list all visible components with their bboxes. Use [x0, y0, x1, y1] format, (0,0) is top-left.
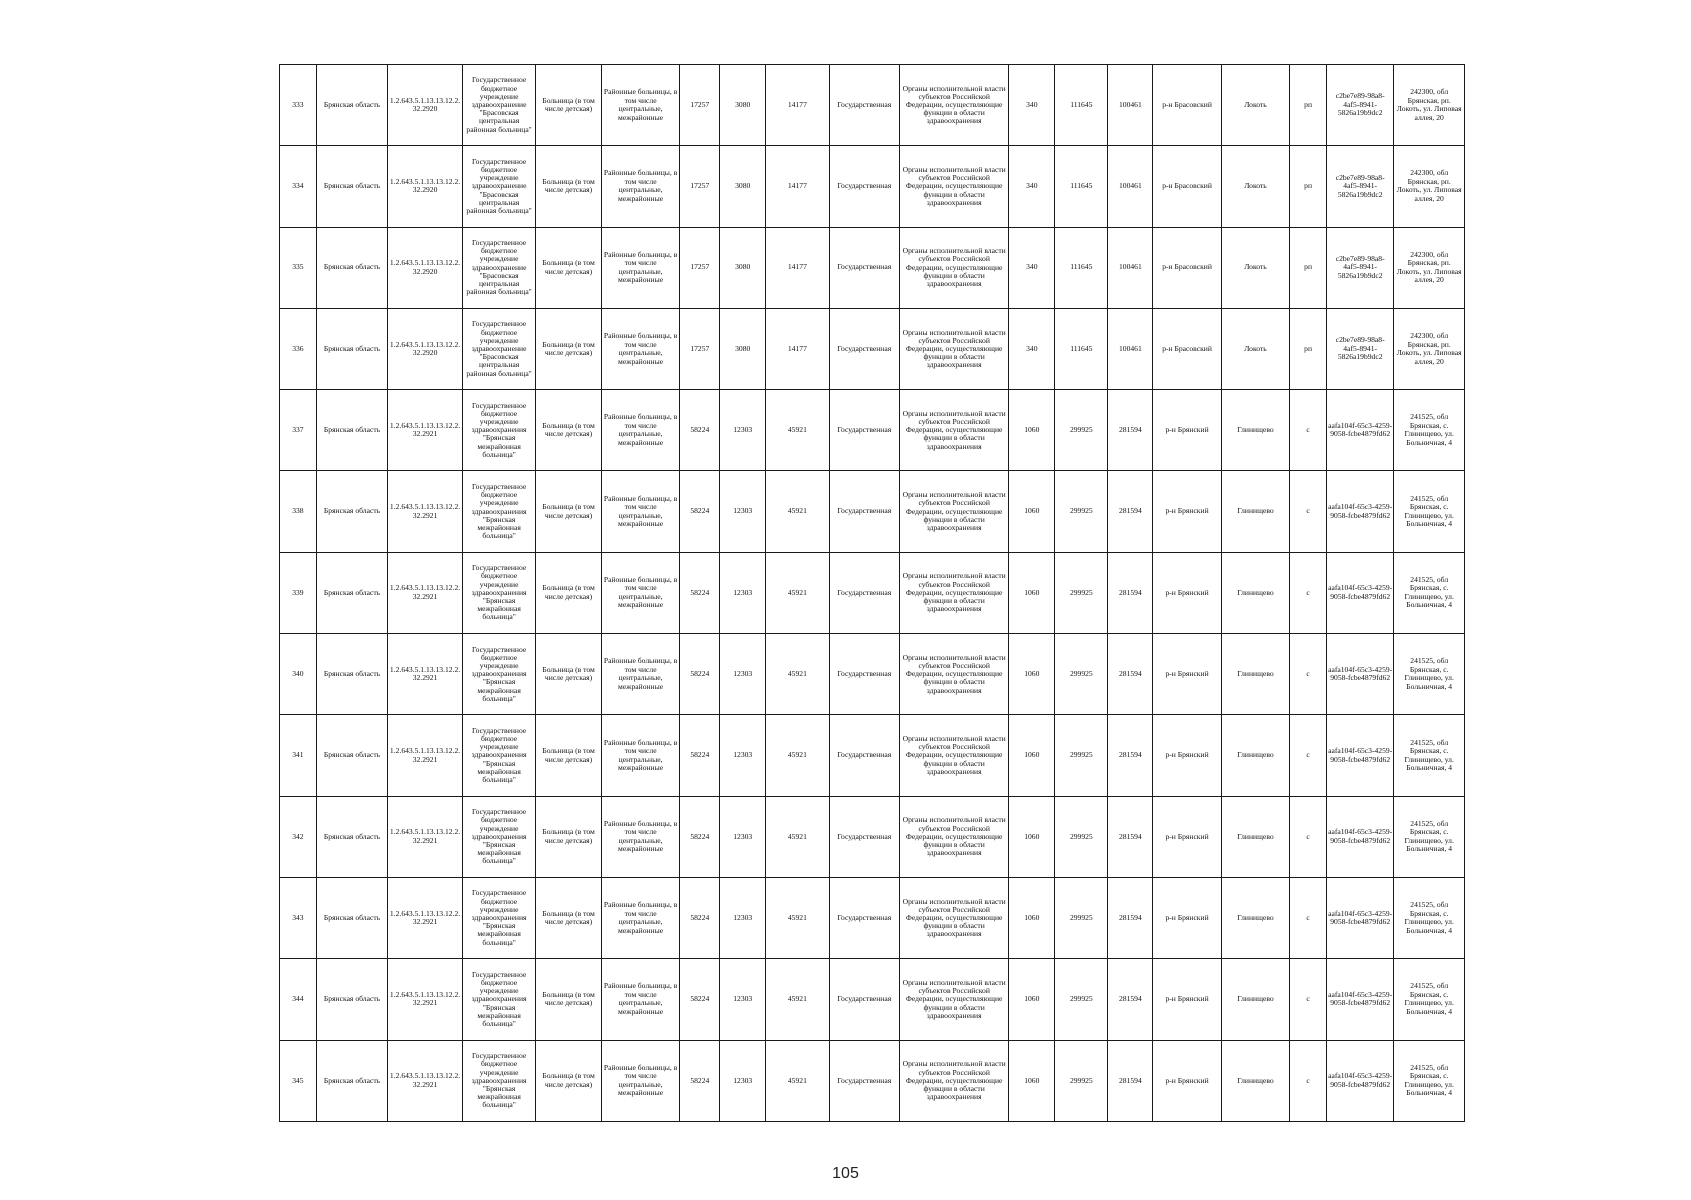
registry-code: 1.2.643.5.1.13.13.12.2.32.2920 [388, 227, 463, 308]
registry-code: 1.2.643.5.1.13.13.12.2.32.2920 [388, 146, 463, 227]
facility-type: Больница (в том числе детская) [536, 715, 601, 796]
value-6: 100461 [1108, 65, 1153, 146]
guid-cell: aafa104f-65c3-4259-9058-fcbe4879fd62 [1326, 796, 1393, 877]
locality-type: с [1290, 471, 1327, 552]
organization-name: Государственное бюджетное учреждение здравоохранения "Брянская межрайонная больница" [462, 1040, 536, 1121]
locality-type: рп [1290, 65, 1327, 146]
region-cell: Брянская область [316, 552, 388, 633]
authority-cell: Органы исполнительной власти субъектов Российской Федерации, осуществляющие функции в области здравоохранения [900, 959, 1009, 1040]
value-2: 3080 [720, 308, 766, 389]
registry-code: 1.2.643.5.1.13.13.12.2.32.2921 [388, 634, 463, 715]
address-cell: 241525, обл Брянская, с. Глинищево, ул. Больничная, 4 [1394, 471, 1465, 552]
facility-type: Больница (в том числе детская) [536, 390, 601, 471]
value-1: 58224 [680, 877, 720, 958]
row-number: 343 [280, 877, 317, 958]
table-row [280, 552, 1465, 633]
guid-cell: aafa104f-65c3-4259-9058-fcbe4879fd62 [1326, 390, 1393, 471]
value-2: 3080 [720, 146, 766, 227]
authority-cell: Органы исполнительной власти субъектов Российской Федерации, осуществляющие функции в области здравоохранения [900, 227, 1009, 308]
guid-cell: aafa104f-65c3-4259-9058-fcbe4879fd62 [1326, 715, 1393, 796]
facility-kind: Районные больницы, в том числе центральные, межрайонные [601, 227, 680, 308]
locality-cell: Глинищево [1221, 634, 1289, 715]
region-cell: Брянская область [316, 65, 388, 146]
registry-code: 1.2.643.5.1.13.13.12.2.32.2921 [388, 796, 463, 877]
guid-cell: c2be7e89-98a8-4af5-8941-5826a19b9dc2 [1326, 65, 1393, 146]
value-5: 111645 [1055, 146, 1108, 227]
value-5: 299925 [1055, 796, 1108, 877]
district-cell: р-н Брасовский [1153, 308, 1221, 389]
locality-type: рп [1290, 227, 1327, 308]
value-3: 14177 [766, 146, 829, 227]
facility-type: Больница (в том числе детская) [536, 877, 601, 958]
facility-kind: Районные больницы, в том числе центральные, межрайонные [601, 634, 680, 715]
value-6: 281594 [1108, 390, 1153, 471]
value-3: 45921 [766, 715, 829, 796]
locality-cell: Локоть [1221, 227, 1289, 308]
row-number: 340 [280, 634, 317, 715]
value-3: 14177 [766, 227, 829, 308]
guid-cell: aafa104f-65c3-4259-9058-fcbe4879fd62 [1326, 1040, 1393, 1121]
value-4: 1060 [1009, 390, 1055, 471]
value-2: 12303 [720, 390, 766, 471]
ownership-form: Государственная [829, 308, 899, 389]
facility-type: Больница (в том числе детская) [536, 552, 601, 633]
locality-cell: Глинищево [1221, 959, 1289, 1040]
facility-type: Больница (в том числе детская) [536, 796, 601, 877]
value-1: 58224 [680, 715, 720, 796]
authority-cell: Органы исполнительной власти субъектов Российской Федерации, осуществляющие функции в области здравоохранения [900, 390, 1009, 471]
authority-cell: Органы исполнительной власти субъектов Российской Федерации, осуществляющие функции в области здравоохранения [900, 308, 1009, 389]
district-cell: р-н Брянский [1153, 796, 1221, 877]
value-1: 58224 [680, 1040, 720, 1121]
locality-cell: Глинищево [1221, 796, 1289, 877]
value-5: 111645 [1055, 227, 1108, 308]
value-4: 340 [1009, 65, 1055, 146]
address-cell: 242300, обл Брянская, рп. Локоть, ул. Липовая аллея, 20 [1394, 308, 1465, 389]
facility-type: Больница (в том числе детская) [536, 146, 601, 227]
value-5: 111645 [1055, 308, 1108, 389]
registry-code: 1.2.643.5.1.13.13.12.2.32.2921 [388, 1040, 463, 1121]
row-number: 341 [280, 715, 317, 796]
table-row [280, 634, 1465, 715]
district-cell: р-н Брасовский [1153, 227, 1221, 308]
facility-kind: Районные больницы, в том числе центральные, межрайонные [601, 1040, 680, 1121]
region-cell: Брянская область [316, 308, 388, 389]
address-cell: 241525, обл Брянская, с. Глинищево, ул. Больничная, 4 [1394, 715, 1465, 796]
value-5: 299925 [1055, 959, 1108, 1040]
ownership-form: Государственная [829, 796, 899, 877]
district-cell: р-н Брянский [1153, 1040, 1221, 1121]
locality-type: с [1290, 1040, 1327, 1121]
row-number: 345 [280, 1040, 317, 1121]
organization-name: Государственное бюджетное учреждение здравоохранения "Брянская межрайонная больница" [462, 877, 536, 958]
value-6: 281594 [1108, 1040, 1153, 1121]
organization-name: Государственное бюджетное учреждение здравоохранения "Брянская межрайонная больница" [462, 796, 536, 877]
value-5: 299925 [1055, 715, 1108, 796]
guid-cell: aafa104f-65c3-4259-9058-fcbe4879fd62 [1326, 471, 1393, 552]
value-6: 281594 [1108, 877, 1153, 958]
guid-cell: c2be7e89-98a8-4af5-8941-5826a19b9dc2 [1326, 308, 1393, 389]
organization-name: Государственное бюджетное учреждение здравоохранение "Брасовская центральная районная больница" [462, 65, 536, 146]
value-1: 58224 [680, 552, 720, 633]
value-5: 299925 [1055, 634, 1108, 715]
value-4: 340 [1009, 227, 1055, 308]
value-1: 17257 [680, 65, 720, 146]
table-row [280, 471, 1465, 552]
guid-cell: aafa104f-65c3-4259-9058-fcbe4879fd62 [1326, 552, 1393, 633]
value-6: 281594 [1108, 715, 1153, 796]
guid-cell: aafa104f-65c3-4259-9058-fcbe4879fd62 [1326, 877, 1393, 958]
ownership-form: Государственная [829, 227, 899, 308]
registry-code: 1.2.643.5.1.13.13.12.2.32.2921 [388, 877, 463, 958]
locality-type: с [1290, 552, 1327, 633]
locality-cell: Локоть [1221, 308, 1289, 389]
locality-cell: Глинищево [1221, 715, 1289, 796]
address-cell: 241525, обл Брянская, с. Глинищево, ул. Больничная, 4 [1394, 1040, 1465, 1121]
value-2: 12303 [720, 634, 766, 715]
value-2: 12303 [720, 877, 766, 958]
value-3: 45921 [766, 552, 829, 633]
value-2: 12303 [720, 796, 766, 877]
value-1: 58224 [680, 634, 720, 715]
locality-type: с [1290, 390, 1327, 471]
value-1: 58224 [680, 796, 720, 877]
table-body [280, 65, 1465, 1122]
value-6: 281594 [1108, 552, 1153, 633]
region-cell: Брянская область [316, 227, 388, 308]
locality-type: с [1290, 715, 1327, 796]
region-cell: Брянская область [316, 959, 388, 1040]
ownership-form: Государственная [829, 877, 899, 958]
facility-type: Больница (в том числе детская) [536, 308, 601, 389]
value-3: 45921 [766, 634, 829, 715]
value-5: 111645 [1055, 65, 1108, 146]
value-4: 340 [1009, 146, 1055, 227]
facility-kind: Районные больницы, в том числе центральные, межрайонные [601, 796, 680, 877]
value-3: 45921 [766, 796, 829, 877]
value-4: 1060 [1009, 471, 1055, 552]
address-cell: 242300, обл Брянская, рп. Локоть, ул. Липовая аллея, 20 [1394, 65, 1465, 146]
locality-type: рп [1290, 308, 1327, 389]
locality-type: с [1290, 796, 1327, 877]
ownership-form: Государственная [829, 959, 899, 1040]
value-6: 100461 [1108, 308, 1153, 389]
facility-kind: Районные больницы, в том числе центральные, межрайонные [601, 390, 680, 471]
value-3: 45921 [766, 1040, 829, 1121]
authority-cell: Органы исполнительной власти субъектов Российской Федерации, осуществляющие функции в области здравоохранения [900, 715, 1009, 796]
ownership-form: Государственная [829, 471, 899, 552]
district-cell: р-н Брянский [1153, 390, 1221, 471]
value-1: 58224 [680, 471, 720, 552]
district-cell: р-н Брянский [1153, 552, 1221, 633]
value-5: 299925 [1055, 390, 1108, 471]
value-1: 58224 [680, 959, 720, 1040]
value-3: 14177 [766, 65, 829, 146]
district-cell: р-н Брянский [1153, 877, 1221, 958]
ownership-form: Государственная [829, 634, 899, 715]
authority-cell: Органы исполнительной власти субъектов Российской Федерации, осуществляющие функции в области здравоохранения [900, 65, 1009, 146]
value-2: 12303 [720, 552, 766, 633]
address-cell: 241525, обл Брянская, с. Глинищево, ул. Больничная, 4 [1394, 959, 1465, 1040]
row-number: 333 [280, 65, 317, 146]
region-cell: Брянская область [316, 796, 388, 877]
value-5: 299925 [1055, 1040, 1108, 1121]
row-number: 339 [280, 552, 317, 633]
table-row [280, 877, 1465, 958]
ownership-form: Государственная [829, 1040, 899, 1121]
authority-cell: Органы исполнительной власти субъектов Российской Федерации, осуществляющие функции в области здравоохранения [900, 634, 1009, 715]
facility-kind: Районные больницы, в том числе центральные, межрайонные [601, 308, 680, 389]
locality-cell: Глинищево [1221, 390, 1289, 471]
locality-type: с [1290, 634, 1327, 715]
table-row [280, 65, 1465, 146]
authority-cell: Органы исполнительной власти субъектов Российской Федерации, осуществляющие функции в области здравоохранения [900, 796, 1009, 877]
ownership-form: Государственная [829, 390, 899, 471]
district-cell: р-н Брянский [1153, 959, 1221, 1040]
value-3: 45921 [766, 390, 829, 471]
facility-type: Больница (в том числе детская) [536, 471, 601, 552]
facility-kind: Районные больницы, в том числе центральные, межрайонные [601, 65, 680, 146]
facility-type: Больница (в том числе детская) [536, 634, 601, 715]
registry-code: 1.2.643.5.1.13.13.12.2.32.2921 [388, 552, 463, 633]
guid-cell: aafa104f-65c3-4259-9058-fcbe4879fd62 [1326, 959, 1393, 1040]
value-4: 1060 [1009, 959, 1055, 1040]
value-6: 100461 [1108, 227, 1153, 308]
value-4: 1060 [1009, 877, 1055, 958]
facility-type: Больница (в том числе детская) [536, 959, 601, 1040]
ownership-form: Государственная [829, 552, 899, 633]
value-6: 281594 [1108, 959, 1153, 1040]
table-row [280, 146, 1465, 227]
value-2: 3080 [720, 227, 766, 308]
value-3: 45921 [766, 959, 829, 1040]
facility-kind: Районные больницы, в том числе центральные, межрайонные [601, 552, 680, 633]
organization-name: Государственное бюджетное учреждение здравоохранения "Брянская межрайонная больница" [462, 715, 536, 796]
value-6: 281594 [1108, 634, 1153, 715]
registry-code: 1.2.643.5.1.13.13.12.2.32.2921 [388, 390, 463, 471]
facility-kind: Районные больницы, в том числе центральные, межрайонные [601, 715, 680, 796]
row-number: 342 [280, 796, 317, 877]
facility-type: Больница (в том числе детская) [536, 65, 601, 146]
value-3: 45921 [766, 471, 829, 552]
guid-cell: c2be7e89-98a8-4af5-8941-5826a19b9dc2 [1326, 227, 1393, 308]
page-number: 105 [832, 1165, 859, 1182]
facility-type: Больница (в том числе детская) [536, 227, 601, 308]
locality-cell: Глинищево [1221, 877, 1289, 958]
organization-name: Государственное бюджетное учреждение здравоохранение "Брасовская центральная районная больница" [462, 308, 536, 389]
organization-name: Государственное бюджетное учреждение здравоохранения "Брянская межрайонная больница" [462, 390, 536, 471]
guid-cell: aafa104f-65c3-4259-9058-fcbe4879fd62 [1326, 634, 1393, 715]
locality-cell: Локоть [1221, 65, 1289, 146]
table-row [280, 308, 1465, 389]
organization-name: Государственное бюджетное учреждение здравоохранения "Брянская межрайонная больница" [462, 471, 536, 552]
table-row [280, 390, 1465, 471]
district-cell: р-н Брасовский [1153, 65, 1221, 146]
region-cell: Брянская область [316, 634, 388, 715]
address-cell: 241525, обл Брянская, с. Глинищево, ул. Больничная, 4 [1394, 877, 1465, 958]
row-number: 334 [280, 146, 317, 227]
value-3: 45921 [766, 877, 829, 958]
address-cell: 241525, обл Брянская, с. Глинищево, ул. Больничная, 4 [1394, 796, 1465, 877]
region-cell: Брянская область [316, 715, 388, 796]
registry-code: 1.2.643.5.1.13.13.12.2.32.2921 [388, 471, 463, 552]
address-cell: 242300, обл Брянская, рп. Локоть, ул. Липовая аллея, 20 [1394, 146, 1465, 227]
organization-name: Государственное бюджетное учреждение здравоохранения "Брянская межрайонная больница" [462, 634, 536, 715]
facility-kind: Районные больницы, в том числе центральные, межрайонные [601, 471, 680, 552]
region-cell: Брянская область [316, 146, 388, 227]
organization-name: Государственное бюджетное учреждение здравоохранение "Брасовская центральная районная больница" [462, 146, 536, 227]
district-cell: р-н Брянский [1153, 634, 1221, 715]
locality-type: с [1290, 959, 1327, 1040]
registry-code: 1.2.643.5.1.13.13.12.2.32.2921 [388, 959, 463, 1040]
address-cell: 241525, обл Брянская, с. Глинищево, ул. Больничная, 4 [1394, 634, 1465, 715]
row-number: 336 [280, 308, 317, 389]
table-row [280, 796, 1465, 877]
value-1: 58224 [680, 390, 720, 471]
row-number: 338 [280, 471, 317, 552]
guid-cell: c2be7e89-98a8-4af5-8941-5826a19b9dc2 [1326, 146, 1393, 227]
ownership-form: Государственная [829, 65, 899, 146]
address-cell: 241525, обл Брянская, с. Глинищево, ул. Больничная, 4 [1394, 390, 1465, 471]
ownership-form: Государственная [829, 715, 899, 796]
row-number: 344 [280, 959, 317, 1040]
registry-code: 1.2.643.5.1.13.13.12.2.32.2920 [388, 308, 463, 389]
value-4: 340 [1009, 308, 1055, 389]
district-cell: р-н Брянский [1153, 471, 1221, 552]
authority-cell: Органы исполнительной власти субъектов Российской Федерации, осуществляющие функции в области здравоохранения [900, 471, 1009, 552]
locality-cell: Глинищево [1221, 1040, 1289, 1121]
ownership-form: Государственная [829, 146, 899, 227]
authority-cell: Органы исполнительной власти субъектов Российской Федерации, осуществляющие функции в области здравоохранения [900, 877, 1009, 958]
organization-name: Государственное бюджетное учреждение здравоохранение "Брасовская центральная районная больница" [462, 227, 536, 308]
value-2: 12303 [720, 959, 766, 1040]
value-5: 299925 [1055, 552, 1108, 633]
value-4: 1060 [1009, 1040, 1055, 1121]
district-cell: р-н Брянский [1153, 715, 1221, 796]
region-cell: Брянская область [316, 1040, 388, 1121]
registry-code: 1.2.643.5.1.13.13.12.2.32.2920 [388, 65, 463, 146]
value-6: 281594 [1108, 471, 1153, 552]
row-number: 335 [280, 227, 317, 308]
table-row [280, 227, 1465, 308]
value-1: 17257 [680, 308, 720, 389]
value-5: 299925 [1055, 471, 1108, 552]
value-2: 12303 [720, 471, 766, 552]
organization-name: Государственное бюджетное учреждение здравоохранения "Брянская межрайонная больница" [462, 552, 536, 633]
locality-type: с [1290, 877, 1327, 958]
authority-cell: Органы исполнительной власти субъектов Российской Федерации, осуществляющие функции в области здравоохранения [900, 1040, 1009, 1121]
value-1: 17257 [680, 146, 720, 227]
authority-cell: Органы исполнительной власти субъектов Российской Федерации, осуществляющие функции в области здравоохранения [900, 552, 1009, 633]
locality-type: рп [1290, 146, 1327, 227]
value-6: 100461 [1108, 146, 1153, 227]
value-6: 281594 [1108, 796, 1153, 877]
district-cell: р-н Брасовский [1153, 146, 1221, 227]
value-2: 3080 [720, 65, 766, 146]
value-5: 299925 [1055, 877, 1108, 958]
row-number: 337 [280, 390, 317, 471]
locality-cell: Глинищево [1221, 552, 1289, 633]
facility-kind: Районные больницы, в том числе центральные, межрайонные [601, 146, 680, 227]
table-row [280, 715, 1465, 796]
facility-type: Больница (в том числе детская) [536, 1040, 601, 1121]
region-cell: Брянская область [316, 390, 388, 471]
locality-cell: Локоть [1221, 146, 1289, 227]
table-row [280, 959, 1465, 1040]
value-4: 1060 [1009, 796, 1055, 877]
registry-code: 1.2.643.5.1.13.13.12.2.32.2921 [388, 715, 463, 796]
value-3: 14177 [766, 308, 829, 389]
value-4: 1060 [1009, 715, 1055, 796]
address-cell: 242300, обл Брянская, рп. Локоть, ул. Липовая аллея, 20 [1394, 227, 1465, 308]
region-cell: Брянская область [316, 471, 388, 552]
value-4: 1060 [1009, 634, 1055, 715]
value-1: 17257 [680, 227, 720, 308]
table-row [280, 1040, 1465, 1121]
locality-cell: Глинищево [1221, 471, 1289, 552]
value-2: 12303 [720, 715, 766, 796]
facility-kind: Районные больницы, в том числе центральные, межрайонные [601, 959, 680, 1040]
organization-name: Государственное бюджетное учреждение здравоохранения "Брянская межрайонная больница" [462, 959, 536, 1040]
value-2: 12303 [720, 1040, 766, 1121]
value-4: 1060 [1009, 552, 1055, 633]
register-table [279, 64, 1465, 1122]
address-cell: 241525, обл Брянская, с. Глинищево, ул. Больничная, 4 [1394, 552, 1465, 633]
region-cell: Брянская область [316, 877, 388, 958]
authority-cell: Органы исполнительной власти субъектов Российской Федерации, осуществляющие функции в области здравоохранения [900, 146, 1009, 227]
facility-kind: Районные больницы, в том числе центральные, межрайонные [601, 877, 680, 958]
